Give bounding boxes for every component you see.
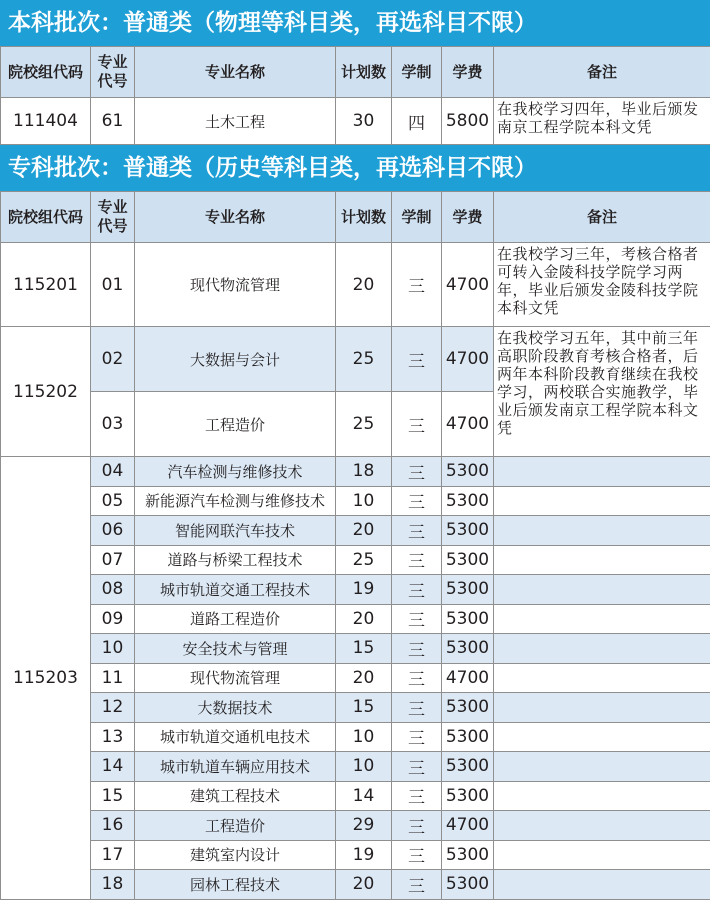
header-note: 备注 <box>494 47 710 98</box>
note-cell <box>494 811 710 841</box>
header-major-code: 专业代号 <box>91 47 135 98</box>
major-code-cell: 07 <box>91 545 135 575</box>
major-name-cell: 大数据技术 <box>135 693 336 723</box>
major-name-cell: 城市轨道交通工程技术 <box>135 575 336 605</box>
major-code-cell: 01 <box>91 243 135 327</box>
table-row <box>1 781 710 811</box>
major-code-cell: 09 <box>91 604 135 634</box>
duration-cell: 三 <box>392 604 442 634</box>
note-cell <box>494 870 710 900</box>
duration-cell: 三 <box>392 575 442 605</box>
major-code-cell: 15 <box>91 781 135 811</box>
tuition-cell: 5300 <box>442 575 494 605</box>
duration-cell: 三 <box>392 327 442 392</box>
duration-cell: 三 <box>392 516 442 546</box>
tuition-cell: 5300 <box>442 457 494 487</box>
table-row <box>1 752 710 782</box>
table-row <box>1 870 710 900</box>
major-name-cell: 土木工程 <box>135 98 336 145</box>
note-cell <box>494 634 710 664</box>
header-duration: 学制 <box>392 47 442 98</box>
duration-cell: 三 <box>392 243 442 327</box>
table-row <box>1 811 710 841</box>
plan-cell: 29 <box>336 811 392 841</box>
plan-cell: 15 <box>336 693 392 723</box>
table-row <box>1 604 710 634</box>
major-code-cell: 05 <box>91 486 135 516</box>
note-cell <box>494 486 710 516</box>
table-row <box>1 840 710 870</box>
plan-cell: 20 <box>336 663 392 693</box>
duration-cell: 三 <box>392 811 442 841</box>
major-name-cell: 新能源汽车检测与维修技术 <box>135 486 336 516</box>
tuition-cell: 5300 <box>442 516 494 546</box>
tuition-cell: 5300 <box>442 752 494 782</box>
duration-cell: 三 <box>392 545 442 575</box>
header-tuition: 学费 <box>442 192 494 243</box>
plan-cell: 19 <box>336 840 392 870</box>
note-cell: 在我校学习四年，毕业后颁发南京工程学院本科文凭 <box>494 98 710 145</box>
note-cell: 在我校学习三年，考核合格者可转入金陵科技学院学习两年，毕业后颁发金陵科技学院本科文凭 <box>494 243 710 327</box>
plan-cell: 25 <box>336 392 392 457</box>
tuition-cell: 4700 <box>442 663 494 693</box>
table-row <box>1 327 710 392</box>
tuition-cell: 5300 <box>442 840 494 870</box>
major-name-cell: 现代物流管理 <box>135 663 336 693</box>
plan-cell: 19 <box>336 575 392 605</box>
note-cell <box>494 693 710 723</box>
major-code-cell: 06 <box>91 516 135 546</box>
note-cell <box>494 516 710 546</box>
major-name-cell: 建筑室内设计 <box>135 840 336 870</box>
plan-cell: 10 <box>336 752 392 782</box>
table-row <box>1 693 710 723</box>
major-name-cell: 道路与桥梁工程技术 <box>135 545 336 575</box>
tuition-cell: 4700 <box>442 811 494 841</box>
plan-cell: 15 <box>336 634 392 664</box>
plan-cell: 10 <box>336 722 392 752</box>
section-1-banner: 本科批次：普通类（物理等科目类，再选科目不限） <box>0 0 710 46</box>
major-name-cell: 智能网联汽车技术 <box>135 516 336 546</box>
major-name-cell: 安全技术与管理 <box>135 634 336 664</box>
duration-cell: 三 <box>392 870 442 900</box>
tuition-cell: 5300 <box>442 486 494 516</box>
tuition-cell: 5300 <box>442 781 494 811</box>
plan-cell: 18 <box>336 457 392 487</box>
note-cell <box>494 457 710 487</box>
plan-cell: 30 <box>336 98 392 145</box>
header-tuition: 学费 <box>442 47 494 98</box>
major-name-cell: 现代物流管理 <box>135 243 336 327</box>
duration-cell: 三 <box>392 781 442 811</box>
school-code-cell: 115203 <box>1 457 91 900</box>
plan-cell: 14 <box>336 781 392 811</box>
note-cell <box>494 722 710 752</box>
major-name-cell: 城市轨道车辆应用技术 <box>135 752 336 782</box>
duration-cell: 三 <box>392 840 442 870</box>
major-code-cell: 11 <box>91 663 135 693</box>
plan-cell: 20 <box>336 516 392 546</box>
major-code-cell: 12 <box>91 693 135 723</box>
header-row <box>1 192 710 243</box>
table-row <box>1 486 710 516</box>
duration-cell: 三 <box>392 486 442 516</box>
table-row <box>1 722 710 752</box>
duration-cell: 三 <box>392 693 442 723</box>
duration-cell: 三 <box>392 457 442 487</box>
major-code-cell: 16 <box>91 811 135 841</box>
tuition-cell: 5300 <box>442 693 494 723</box>
tuition-cell: 5300 <box>442 634 494 664</box>
duration-cell: 三 <box>392 392 442 457</box>
tuition-cell: 4700 <box>442 392 494 457</box>
note-cell <box>494 604 710 634</box>
section-2-table <box>0 191 710 900</box>
header-plan: 计划数 <box>336 47 392 98</box>
major-name-cell: 汽车检测与维修技术 <box>135 457 336 487</box>
note-cell <box>494 545 710 575</box>
table-row <box>1 243 710 327</box>
table-row <box>1 575 710 605</box>
major-code-cell: 13 <box>91 722 135 752</box>
header-plan: 计划数 <box>336 192 392 243</box>
major-name-cell: 工程造价 <box>135 811 336 841</box>
duration-cell: 三 <box>392 663 442 693</box>
plan-cell: 25 <box>336 545 392 575</box>
duration-cell: 三 <box>392 752 442 782</box>
tuition-cell: 5800 <box>442 98 494 145</box>
header-major-name: 专业名称 <box>135 47 336 98</box>
header-school-code: 院校组代码 <box>1 47 91 98</box>
major-name-cell: 园林工程技术 <box>135 870 336 900</box>
section-2-banner: 专科批次：普通类（历史等科目类，再选科目不限） <box>0 145 710 191</box>
major-name-cell: 城市轨道交通机电技术 <box>135 722 336 752</box>
duration-cell: 三 <box>392 634 442 664</box>
tuition-cell: 4700 <box>442 327 494 392</box>
table-row <box>1 634 710 664</box>
note-cell <box>494 752 710 782</box>
table-row <box>1 516 710 546</box>
major-code-cell: 61 <box>91 98 135 145</box>
tuition-cell: 5300 <box>442 722 494 752</box>
school-code-cell: 115202 <box>1 327 91 457</box>
note-cell <box>494 575 710 605</box>
plan-cell: 20 <box>336 243 392 327</box>
school-code-cell: 115201 <box>1 243 91 327</box>
plan-cell: 10 <box>336 486 392 516</box>
major-name-cell: 道路工程造价 <box>135 604 336 634</box>
major-code-cell: 03 <box>91 392 135 457</box>
school-code-cell: 111404 <box>1 98 91 145</box>
plan-cell: 20 <box>336 870 392 900</box>
table-row <box>1 457 710 487</box>
major-code-cell: 14 <box>91 752 135 782</box>
plan-cell: 20 <box>336 604 392 634</box>
tuition-cell: 5300 <box>442 545 494 575</box>
table-row <box>1 545 710 575</box>
major-name-cell: 建筑工程技术 <box>135 781 336 811</box>
duration-cell: 三 <box>392 722 442 752</box>
table-row <box>1 663 710 693</box>
major-code-cell: 10 <box>91 634 135 664</box>
header-note: 备注 <box>494 192 710 243</box>
major-code-cell: 08 <box>91 575 135 605</box>
duration-cell: 四 <box>392 98 442 145</box>
tuition-cell: 5300 <box>442 604 494 634</box>
note-cell: 在我校学习五年，其中前三年高职阶段教育考核合格者，后两年本科阶段教育继续在我校学习，两校联合实施教学，毕业后颁发南京工程学院本科文凭 <box>494 327 710 457</box>
note-cell <box>494 781 710 811</box>
header-school-code: 院校组代码 <box>1 192 91 243</box>
note-cell <box>494 840 710 870</box>
header-major-name: 专业名称 <box>135 192 336 243</box>
tuition-cell: 4700 <box>442 243 494 327</box>
tuition-cell: 5300 <box>442 870 494 900</box>
header-duration: 学制 <box>392 192 442 243</box>
table-row <box>1 98 710 145</box>
major-name-cell: 大数据与会计 <box>135 327 336 392</box>
note-cell <box>494 663 710 693</box>
major-code-cell: 18 <box>91 870 135 900</box>
major-name-cell: 工程造价 <box>135 392 336 457</box>
plan-cell: 25 <box>336 327 392 392</box>
major-code-cell: 17 <box>91 840 135 870</box>
major-code-cell: 04 <box>91 457 135 487</box>
header-major-code: 专业代号 <box>91 192 135 243</box>
section-1-table <box>0 46 710 145</box>
header-row <box>1 47 710 98</box>
major-code-cell: 02 <box>91 327 135 392</box>
